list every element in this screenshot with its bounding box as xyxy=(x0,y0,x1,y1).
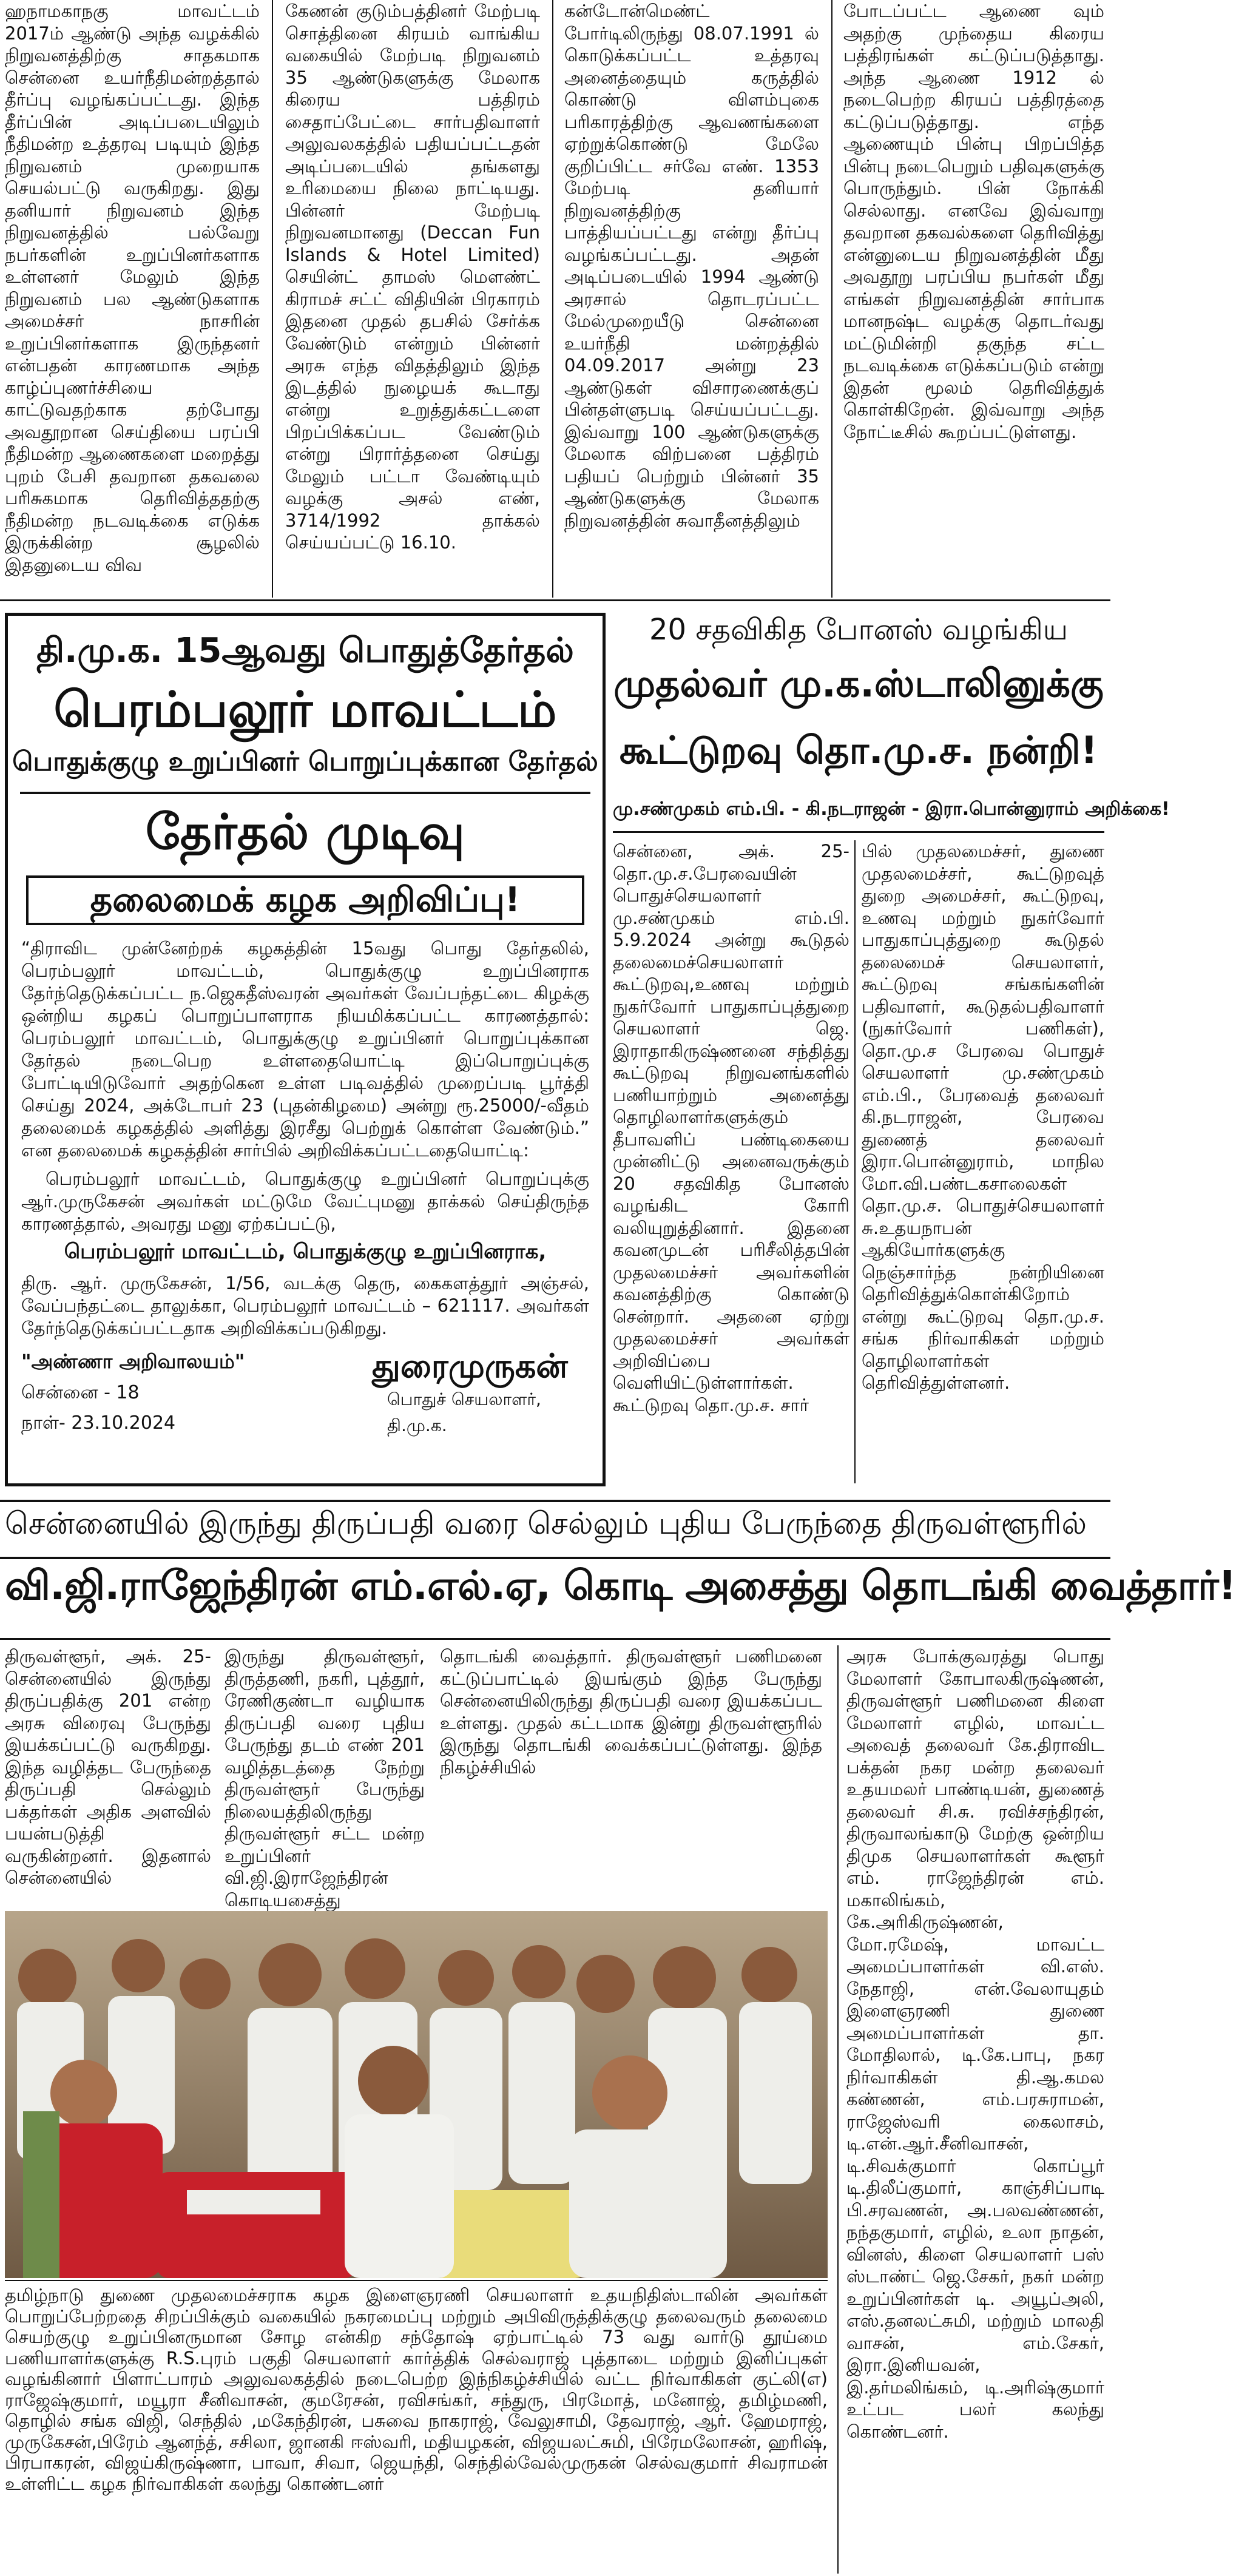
notice-header: தி.மு.க. 15ஆவது பொதுத்தேர்தல் xyxy=(36,631,574,670)
bonus-text-1: சென்னை, அக். 25- தொ.மு.ச.பேரவையின் பொதுச்செயலாளர் மு.சண்முகம் எம்.பி. 5.9.2024 அன்று கூடுதல் தலைமைச்செயலாளர் கூட்டுறவு,உணவு மற்றும் நுகர்வோர் பாதுகாப்புத்துறை செயலாளர் ஜெ. இராதாகிருஷ்ணனை சந்தித்து கூட்டுறவு நிறுவனங்களில் பணியாற்றும் அனைத்து தொழிலாளர்களுக்கும் தீபாவளிப் பண்டிகையை முன்னிட்டு அனைவருக்கும் 20 சதவிகித போனஸ் வழங்கிட கோரி வலியுறுத்தினார். இதனை கவனமுடன் பரிசீலித்தபின் முதலமைச்சர் அவர்களின் கவனத்திற்கு கொண்டு சென்றார். அதனை ஏற்று முதலமைச்சர் அவர்கள் அறிவிப்பை வெளியிட்டுள்ளார்கள். கூட்டுறவு தொ.மு.ச. சார் xyxy=(613,841,849,1415)
notice-elected-line: பெரம்பலூர் மாவட்டம், பொதுக்குழு உறுப்பினராக, xyxy=(64,1239,547,1264)
election-notice-box xyxy=(5,613,606,1486)
bus-text-4: அரசு போக்குவரத்து பொது மேலாளர் கோபாலகிருஷ்ணன், திருவள்ளூர் பணிமனை கிளை மேலாளர் எழில், மாவட்ட அவைத் தலைவர் கே.திராவிட பக்தன் நகர மன்ற தலைவர் உதயமலர் பாண்டியன், துணைத் தலைவர் சி.சு. ரவிச்சந்திரன், திருவாலங்காடு மேற்கு ஒன்றிய திமுக செயலாளர்கள் கூளூர் எம். ராஜேந்திரன் எம். மகாலிங்கம், கே.அரிகிருஷ்ணன், மோ.ரமேஷ், மாவட்ட அமைப்பாளர்கள் வி.எஸ். நேதாஜி, என்.வேலாயுதம் இளைஞரணி துணை அமைப்பாளர்கள் தா. மோதிலால், டி.கே.பாபு, நகர நிர்வாகிகள் தி.ஆ.கமல கண்ணன், எம்.பரசுராமன், ராஜேஸ்வரி கைலாசம், டி.என்.ஆர்.சீனிவாசன், டி.சிவக்குமார் கொப்பூர் டி.திலீப்குமார், காஞ்சிப்பாடி பி.சரவணன், அ.பலவண்ணன், நந்தகுமார், எழில், உலா நாதன், வினஸ், கிளை செயலாளர் பஸ் ஸ்டாண்ட் ஜெ.சேகர், நகர் மன்ற உறுப்பினர்கள் டி. அயூப்அலி, எஸ்.தனலட்சுமி, மற்றும் மாலதி வாசன், எம்.சேகர், இரா.இனியவன், இ.தர்மலிங்கம், டி.அரிஷ்குமார் உட்பட பலர் கலந்து கொண்டனர். xyxy=(846,1646,1104,2442)
top-section-rule xyxy=(0,599,1110,601)
top-divider-1 xyxy=(272,0,273,598)
notice-body-1: “திராவிட முன்னேற்றக் கழகத்தின் 15வது பொது தேர்தலில், பெரம்பலூர் மாவட்டம், பொதுக்குழு உறுப்பினராக தேர்ந்தெடுக்கப்பட்ட ந.ஜெகதீஸ்வரன் அவர்கள் வேப்பந்தட்டை கிழக்கு ஒன்றிய கழகப் பொறுப்பாளராக நியமிக்கப்பட்ட காரணத்தால்: பெரம்பலூர் மாவட்டம், பொதுக்குழு உறுப்பினர் பொறுப்புக்கான தேர்தல் நடைபெற உள்ளதையொட்டி இப்பொறுப்புக்கு போட்டியிடுவோர் அதற்கென உள்ள படிவத்தில் முறைப்படி பூர்த்தி செய்து 2024, அக்டோபர் 23 (புதன்கிழமை) அன்று ரூ.25000/-வீதம் தலைமைக் கழகத்தில் அளித்து இரசீது பெற்றுக் கொள்ள வேண்டும்.” என தலைமைக் கழகத்தின் சார்பில் அறிவிக்கப்பட்டதையொட்டி: xyxy=(21,938,589,1161)
notice-district: பெரம்பலூர் மாவட்டம் xyxy=(53,681,557,738)
bus-column-3 xyxy=(440,1645,822,1900)
notice-rule-1 xyxy=(20,792,590,794)
notice-date: நாள்- 23.10.2024 xyxy=(21,1412,176,1434)
mid-section-rule xyxy=(0,1500,1110,1502)
bonus-subhead: மு.சண்முகம் எம்.பி. - கி.நடராஜன் - இரா.பொன்னுராம் அறிக்கை! xyxy=(613,798,1170,820)
notice-hq-label: தலைமைக் கழக அறிவிப்பு! xyxy=(90,880,521,920)
bonus-column-2 xyxy=(862,840,1104,1483)
photo-caption-rule xyxy=(5,2280,828,2281)
bus-text-1: திருவள்ளூர், அக். 25- சென்னையில் இருந்து திருப்பதிக்கு 201 என்ற அரசு விரைவு பேருந்து இயக்கப்பட்டு வருகிறது. இந்த வழித்தட பேருந்தை திருப்பதி செல்லும் பக்தர்கள் அதிக அளவில் பயன்படுத்தி வருகின்றனர். இதனால் சென்னையில் xyxy=(5,1646,211,1888)
bonus-column-divider xyxy=(854,840,856,1483)
top-article-text-3: கன்டோன்மெண்ட் போர்டிலிருந்து 08.07.1991 ல் கொடுக்கப்பட்ட உத்தரவு அனைத்தையும் கருத்தில் கொண்டு விளம்புகை பரிகாரத்திற்கு ஆவணங்களை ஏற்றுக்கொண்டு மேலே குறிப்பிட்ட சர்வே எண். 1353 மேற்படி தனியார் நிறுவனத்திற்கு பாத்தியப்பட்டது என்று தீர்ப்பு வழங்கப்பட்டது. அதன் அடிப்படையில் 1994 ஆண்டு அரசால் தொடரப்பட்ட மேல்முறையீடு சென்னை உயர்நீதி மன்றத்தில் 04.09.2017 அன்று 23 ஆண்டுகள் விசாரணைக்குப் பின்தள்ளுபடி செய்யப்பட்டது. இவ்வாறு 100 ஆண்டுகளுக்கு மேலாக விற்பனை பத்திரம் பதியப் பெற்றும் பின்னர் 35 ஆண்டுகளுக்கு மேலாக நிறுவனத்தின் சுவாதீனத்திலும் xyxy=(564,1,819,531)
notice-office-name: "அண்ணா அறிவாலயம்" xyxy=(21,1350,245,1373)
event-photo xyxy=(5,1911,828,2278)
notice-signatory: துரைமுருகன் xyxy=(372,1347,568,1385)
bus-kicker: சென்னையில் இருந்து திருப்பதி வரை செல்லும் புதிய பேருந்தை திருவள்ளூரில் xyxy=(5,1506,1087,1541)
bonus-text-2: பில் முதலமைச்சர், துணை முதலமைச்சர், கூட்டுறவுத் துறை அமைச்சர், கூட்டுறவு, உணவு மற்றும் நுகர்வோர் பாதுகாப்புத்துறை கூடுதல் தலைமைச் செயலாளர், கூட்டுறவு சங்கங்களின் பதிவாளர், கூடுதல்பதிவாளர் (நுகர்வோர் பணிகள்), தொ.மு.ச பேரவை பொதுச் செயலாளர் மு.சண்முகம் எம்.பி., பேரவைத் தலைவர் கி.நடராஜன், பேரவை துணைத் தலைவர் இரா.பொன்னுராம், மாநில மோ.வி.பண்டகசாலைகள் தொ.மு.ச. பொதுச்செயலாளர் சு.உதயநாபன் ஆகியோர்களுக்கு நெஞ்சார்ந்த நன்றியினை தெரிவித்துக்கொள்கிறோம் என்று கூட்டுறவு தொ.மு.ச. சங்க நிர்வாகிகள் மற்றும் தொழிலாளர்கள் தெரிவித்துள்ளனர். xyxy=(862,841,1104,1393)
top-article-text-4: போடப்பட்ட ஆணை வும் அதற்கு முந்தைய கிரைய பத்திரங்கள் கட்டுப்படுத்தாது. அந்த ஆணை 1912 ல் நடைபெற்ற கிரயப் பத்திரத்தை கட்டுப்படுத்தாது. எந்த ஆணையும் பின்பு பிறப்பித்த பின்பு நடைபெறும் பதிவுகளுக்கு பொருந்தும். பின் நோக்கி செல்லாது. எனவே இவ்வாறு தவறான தகவல்களை தெரிவித்து என்னுடைய நிறுவனத்தின் மீது அவதூறு பரப்பிய நபர்கள் மீது எங்கள் நிறுவனத்தின் சார்பாக மானநஷ்ட வழக்கு தொடர்வது மட்டுமின்றி தகுந்த சட்ட நடவடிக்கை எடுக்கப்படும் என்று இதன் மூலம் தெரிவித்துக் கொள்கிறேன். இவ்வாறு அந்த நோட்டீசில் கூறப்பட்டுள்ளது. xyxy=(843,1,1104,442)
notice-subtitle: பொதுக்குழு உறுப்பினர் பொறுப்புக்கான தேர்தல் xyxy=(12,746,598,777)
top-article-column-4 xyxy=(843,0,1104,598)
notice-body-2: பெரம்பலூர் மாவட்டம், பொதுக்குழு உறுப்பினர் பொறுப்புக்கு ஆர்.முருகேசன் அவர்கள் மட்டுமே வேட்புமனு தாக்கல் செய்திருந்த காரணத்தால், அவரது மனு ஏற்கப்பட்டு, xyxy=(21,1168,589,1234)
bus-headline: வி.ஜி.ராஜேந்திரன் எம்.எல்.ஏ, கொடி அசைத்து தொடங்கி வைத்தார்! xyxy=(5,1562,1236,1609)
bus-column-2 xyxy=(225,1645,425,1910)
bonus-headline-line-2: கூட்டுறவு தொ.மு.ச. நன்றி! xyxy=(620,728,1098,772)
bonus-subhead-rule xyxy=(613,831,1104,833)
bus-column-divider xyxy=(837,1645,839,2574)
event-photo-illustration xyxy=(5,1911,828,2278)
notice-office-city: சென்னை - 18 xyxy=(21,1382,140,1403)
bonus-headline-line-1: முதல்வர் மு.க.ஸ்டாலினுக்கு xyxy=(613,661,1104,706)
top-article-column-3 xyxy=(564,0,819,598)
notice-signatory-title: பொதுச் செயலாளர், xyxy=(387,1389,541,1409)
notice-hq-box xyxy=(26,875,584,925)
bonus-column-1 xyxy=(613,840,849,1483)
top-article-column-1 xyxy=(5,0,260,598)
notice-result-banner: தேர்தல் முடிவு xyxy=(145,804,465,860)
bus-column-1 xyxy=(5,1645,211,1900)
photo-caption: தமிழ்நாடு துணை முதலமைச்சராக கழக இளைஞரணி செயலாளர் உதயநிதிஸ்டாலின் அவர்கள் பொறுப்பேற்றதை சிறப்பிக்கும் வகையில் நகரமைப்பு மற்றும் அபிவிருத்திக்குழு தலைவரும் தலைமை செயற்குழு உறுப்பினருமான சோழ என்கிற சந்தோஷ் ஏற்பாட்டில் 73 வது வார்டு தூய்மை பணியாளர்களுக்கு R.S.புரம் பகுதி செயலாளர் கார்த்திக் செல்வராஜ் புத்தாடை மற்றும் இனிப்புகள் வழங்கினார் பிளாட்பாரம் அலுவலகத்தில் நடைபெற்ற இந்நிகழ்ச்சியில் வட்ட நிர்வாகிகள் குட்லி(எ) ராஜேஷ்குமார், மயூரா சீனிவாசன், குமரேசன், ரவிசங்கர், சந்துரு, பிரமோத், மனோஜ், தமிழ்மணி, தொழில் சங்க விஜி, செந்தில் ,மகேந்திரன், பசுவை நாகராஜ், வேலுசாமி, தேவராஜ், ஆர். ஹேமராஜ், முருகேசன்,பிரேம் ஆனந்த், சசிலா, ஜானகி ஈஸ்வரி, மதியழகன், விஜயலட்சுமி, பிரேமலோசன், ஹரிஷ், பிரபாகரன், விஜய்கிருஷ்ணா, பாவா, சிவா, ஜெயந்தி, செந்தில்வேல்முருகன் செல்வகுமார் சிவராமன் உள்ளிட்ட கழக நிர்வாகிகள் கலந்து கொண்டனர் xyxy=(5,2285,828,2494)
bus-text-3: தொடங்கி வைத்தார். திருவள்ளூர் பணிமனை கட்டுப்பாட்டில் இயங்கும் இந்த பேருந்து சென்னையிலிருந்து திருப்பதி வரை இயக்கப்பட உள்ளது. முதல் கட்டமாக இன்று திருவள்ளூரில் இருந்து தொடங்கி வைக்கப்பட்டுள்ளது. இந்த நிகழ்ச்சியில் xyxy=(440,1646,822,1778)
bus-text-2: இருந்து திருவள்ளூர், திருத்தணி, நகரி, புத்தூர், ரேணிகுண்டா வழியாக திருப்பதி வரை புதிய பேருந்து தடம் எண் 201 வழித்தடத்தை நேற்று திருவள்ளூர் பேருந்து நிலையத்திலிருந்து திருவள்ளூர் சட்ட மன்ற உறுப்பினர் வி.ஜி.இராஜேந்திரன் கொடியசைத்து xyxy=(225,1646,425,1910)
bus-column-4 xyxy=(846,1645,1104,2574)
top-divider-3 xyxy=(831,0,832,598)
top-article-column-2 xyxy=(285,0,540,598)
bus-kicker-rule xyxy=(0,1557,1110,1559)
top-article-text-1: ஹநாமகாநகு மாவட்டம் 2017ம் ஆண்டு அந்த வழக்கில் நிறுவனத்திற்கு சாதகமாக சென்னை உயர்நீதிமன்றத்தால் தீர்ப்பு வழங்கப்பட்டது. இந்த தீர்ப்பின் அடிப்படையிலும் நீதிமன்ற உத்தரவு படியும் இந்த நிறுவனம் முறையாக செயல்பட்டு வருகிறது. இது தனியார் நிறுவனம் இந்த நிறுவனத்தில் பல்வேறு நபர்களின் உறுப்பினர்களாக உள்ளனர் மேலும் இந்த நிறுவனம் பல ஆண்டுகளாக அமைச்சர் நாசரின் உறுப்பினர்களாக இருந்தனர் என்பதன் காரணமாக அந்த காழ்ப்புணர்ச்சியை காட்டுவதற்காக தற்போது அவதூறான செய்தியை பரப்பி நீதிமன்ற ஆணைகளை மறைத்து புறம் பேசி தவறான தகவலை பரிசுகமாக தெரிவித்ததற்கு நீதிமன்ற நடவடிக்கை எடுக்க இருக்கின்ற சூழலில் இதனுடைய விவ xyxy=(5,1,260,575)
notice-signatory-party: தி.மு.க. xyxy=(387,1415,447,1435)
bus-headline-rule xyxy=(0,1638,1110,1640)
top-article-text-2: கேணன் குடும்பத்தினர் மேற்படி சொத்தினை கிரயம் வாங்கிய வகையில் மேற்படி நிறுவனம் 35 ஆண்டுகளுக்கு மேலாக கிரைய பத்திரம் சைதாப்பேட்டை சார்பதிவாளர் அலுவலகத்தில் பதியப்பட்டதன் அடிப்படையில் தங்களது உரிமையை நிலை நாட்டியது. பின்னர் மேற்படி நிறுவனமானது (Deccan Fun Islands & Hotel Limited) செயின்ட் தாமஸ் மௌண்ட் கிராமச் சட்ட் விதியின் பிரகாரம் இதனை முதல் தபசில் சேர்க்க வேண்டும் என்றும் பின்னர் அரசு எந்த விதத்திலும் இந்த இடத்தில் நுழையக் கூடாது என்று உறுத்துக்கட்டளை பிறப்பிக்கப்பட வேண்டும் என்று பிரார்த்தனை செய்து மேலும் பட்டா வேண்டியும் வழக்கு அசல் எண், 3714/1992 தாக்கல் செய்யப்பட்டு 16.10. xyxy=(285,1,540,553)
notice-elected-detail: திரு. ஆர். முருகேசன், 1/56, வடக்கு தெரு, கைகளத்தூர் அஞ்சல், வேப்பந்தட்டை தாலுக்கா, பெரம்பலூர் மாவட்டம் – 621117. அவர்கள் தேர்ந்தெடுக்கப்பட்டதாக அறிவிக்கப்படுகிறது. xyxy=(21,1273,589,1338)
top-divider-2 xyxy=(552,0,553,598)
bonus-kicker: 20 சதவிகித போனஸ் வழங்கிய xyxy=(649,613,1068,647)
